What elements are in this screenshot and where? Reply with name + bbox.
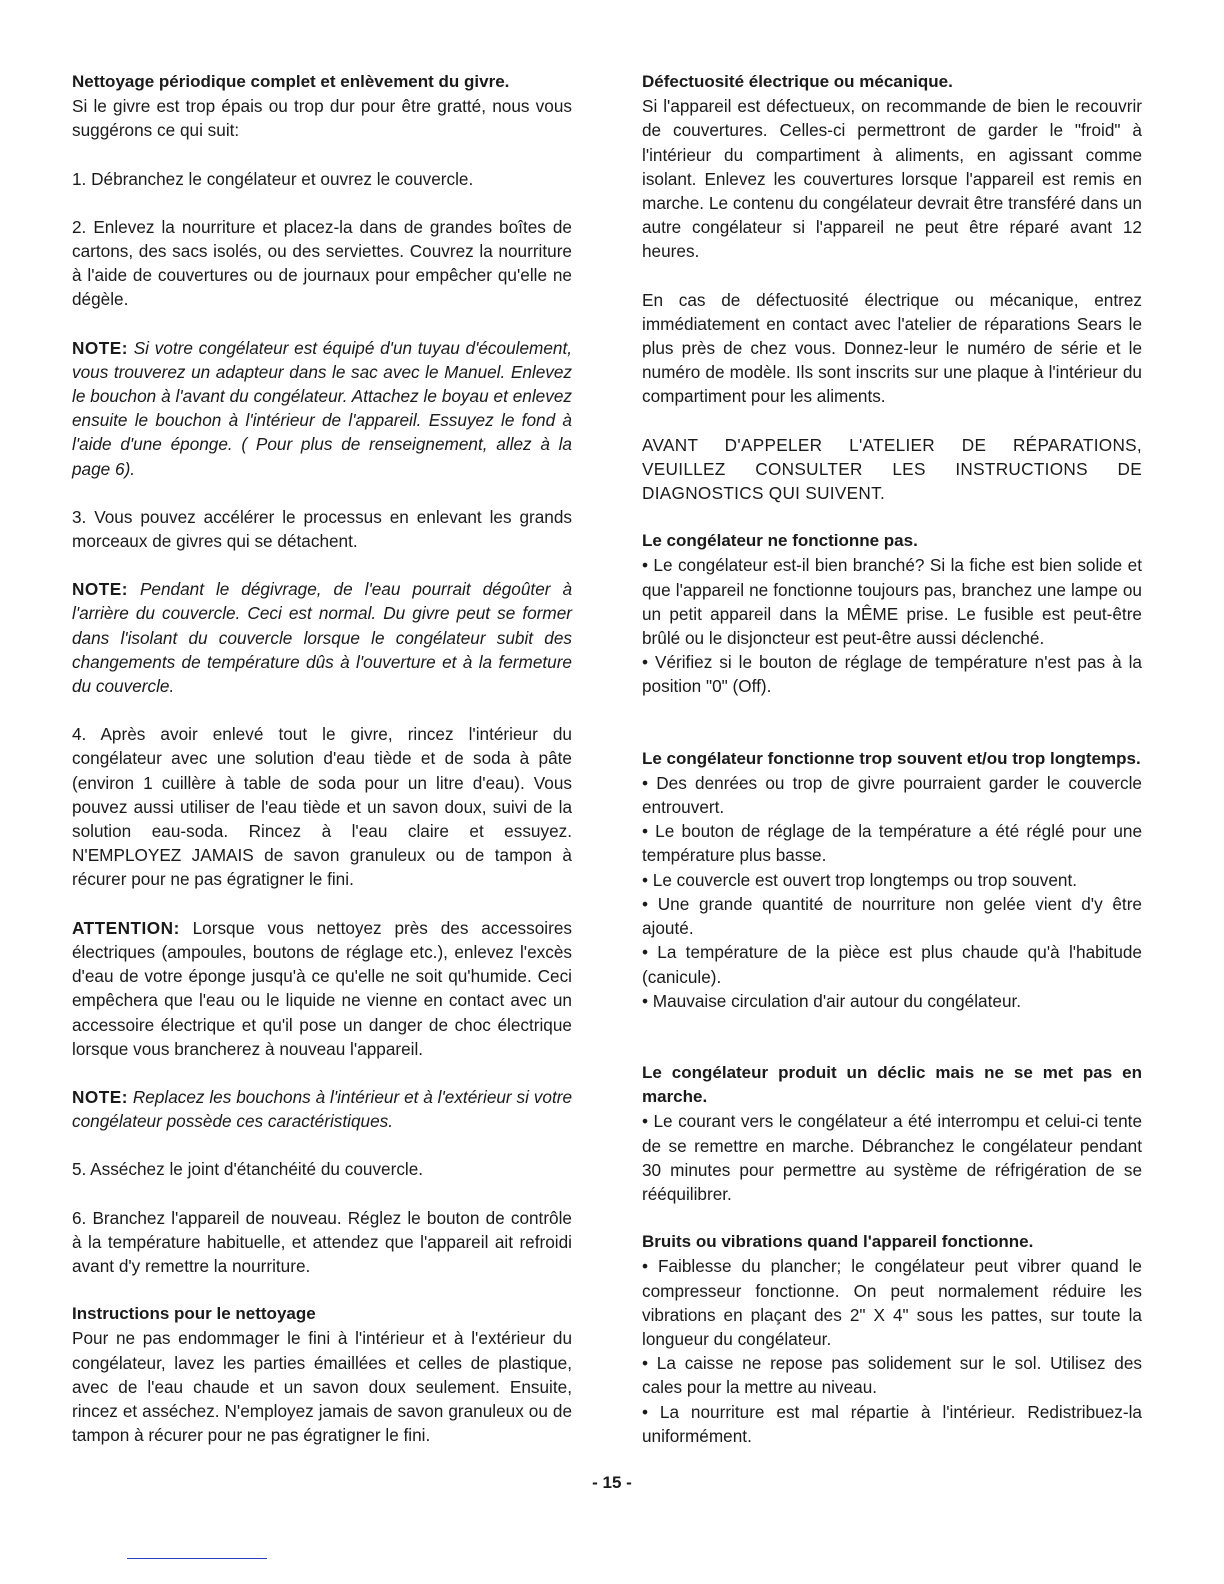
heading-periodic-cleaning: Nettoyage périodique complet et enlèvement du givre.: [72, 72, 510, 91]
heading-defect: Défectuosité électrique ou mécanique.: [642, 72, 953, 91]
right-column: [642, 70, 1142, 1448]
page-number: - 15 -: [592, 1473, 632, 1492]
paragraph-defect-1: Si l'appareil est défectueux, on recommande de bien le recouvrir de couvertures. Celles-ci permettront de garder le "froid" à l'intérieur du compartiment à aliments, en agissant comme isolant. Enlevez les couvertures lorsque l'appareil est remis en marche. Le contenu du congélateur devrait être transféré dans un autre congélateur si l'appareil ne peut être réparé avant 12 heures.: [642, 96, 1142, 262]
note-label: NOTE:: [72, 579, 128, 600]
note-drain-text: Si votre congélateur est équipé d'un tuyau d'écoulement, vous trouverez un adapteur dans le sac avec le Manuel. Enlevez le bouchon à l'avant du congélateur. Attachez le boyau et enlevez ensuite le bouchon à l'intérieur de l'appareil. Essuyez le fond à l'aide d'une éponge. ( Pour plus de renseignement, allez à la page 6).: [72, 337, 572, 479]
list-item: • Le congélateur est-il bien branché? Si la fiche est bien solide et que l'appareil ne fonctionne toujours pas, branchez une lampe ou un petit appareil dans la MÊME prise. Le fusible est peut-être brûlé ou le disjoncteur est peut-être aussi déclenché.: [642, 555, 1142, 649]
list-item: • La température de la pièce est plus chaude qu'à l'habitude (canicule).: [642, 942, 1142, 987]
heading-runs-too-often: Le congélateur fonctionne trop souvent et/ou trop longtemps.: [642, 748, 1141, 768]
heading-cleaning-instructions: Instructions pour le nettoyage: [72, 1304, 316, 1324]
note-plugs-text: Replacez les bouchons à l'intérieur et à l'extérieur si votre congélateur possède ces caractéristiques.: [72, 1086, 572, 1132]
footer-rule: [127, 1558, 267, 1559]
list-item: • Une grande quantité de nourriture non gelée vient d'y être ajouté.: [642, 893, 1142, 939]
note-plugs: [72, 1085, 572, 1133]
note-defrost: [72, 577, 572, 698]
left-column: [72, 70, 572, 1447]
heading-clicks-no-start: Le congélateur produit un déclic mais ne se met pas en marche.: [642, 1062, 1142, 1107]
paragraph-cleaning-instructions: Pour ne pas endommager le fini à l'intérieur et à l'extérieur du congélateur, lavez les parties émaillées et celles de plastique, avec de l'eau chaude et un savon doux seulement. Ensuite, rincez et asséchez. N'employez jamais de savon granuleux ou de tampon à récurer pour ne pas égratigner le fini.: [72, 1328, 572, 1446]
heading-noise-vibration: Bruits ou vibrations quand l'appareil fonctionne.: [642, 1232, 1034, 1252]
attention-label: ATTENTION:: [72, 917, 180, 938]
paragraph-before-calling: AVANT D'APPELER L'ATELIER DE RÉPARATIONS, VEUILLEZ CONSULTER LES INSTRUCTIONS DE DIAGNOSTICS QUI SUIVENT.: [642, 434, 1142, 504]
step-6: 6. Branchez l'appareil de nouveau. Réglez le bouton de contrôle à la température habituelle, et attendez que l'appareil ait refroidi avant d'y remettre la nourriture.: [72, 1207, 572, 1276]
note-label: NOTE:: [72, 337, 128, 358]
step-3: 3. Vous pouvez accélérer le processus en enlevant les grands morceaux de givres qui se détachent.: [72, 506, 572, 552]
paragraph-intro: Si le givre est trop épais ou trop dur pour être gratté, nous vous suggérons ce qui suit:: [72, 96, 572, 141]
attention-text: Lorsque vous nettoyez près des accessoires électriques (ampoules, boutons de réglage etc.), enlevez l'excès d'eau de votre éponge jusqu'à ce qu'elle ne soit qu'humide. Ceci empêchera que l'eau ou le liquide ne vienne en contact avec un accessoire électrique et qu'il pose un danger de choc électrique lorsque vous brancherez à nouveau l'appareil.: [72, 917, 572, 1059]
note-label: NOTE:: [72, 1086, 128, 1107]
step-1: 1. Débranchez le congélateur et ouvrez le couvercle.: [72, 168, 474, 189]
list-item: • Des denrées ou trop de givre pourraient garder le couvercle entrouvert.: [642, 772, 1142, 818]
list-item: • Le courant vers le congélateur a été interrompu et celui-ci tente de se remettre en marche. Débranchez le congélateur pendant 30 minutes pour permettre au système de réfrigération de se rééquilibrer.: [642, 1111, 1142, 1204]
step-2: 2. Enlevez la nourriture et placez-la dans de grandes boîtes de cartons, des sacs isolés, ou des serviettes. Couvrez la nourriture à l'aide de couvertures ou de journaux pour empêcher qu'elle ne dégèle.: [72, 216, 572, 310]
step-4: 4. Après avoir enlevé tout le givre, rincez l'intérieur du congélateur avec une solution d'eau tiède et de soda à pâte (environ 1 cuillère à table de soda pour un litre d'eau). Vous pouvez aussi utiliser de l'eau tiède et un savon doux, suivi de la solution eau-soda. Rincez à l'eau claire et essuyez. N'EMPLOYEZ JAMAIS de savon granuleux ou de tampon à récurer pour ne pas égratigner le fini.: [72, 724, 572, 890]
list-item: • Le couvercle est ouvert trop longtemps ou trop souvent.: [642, 869, 1077, 890]
note-drain: [72, 336, 572, 481]
list-item: • La nourriture est mal répartie à l'intérieur. Redistribuez-la uniformément.: [642, 1401, 1142, 1446]
heading-not-working: Le congélateur ne fonctionne pas.: [642, 531, 918, 551]
attention-notice: [72, 916, 572, 1061]
list-item: • Faiblesse du plancher; le congélateur peut vibrer quand le compresseur fonctionne. On peut normalement réduire les vibrations en plaçant des 2" X 4" sous les pattes, sur toute la longueur du congélateur.: [642, 1256, 1142, 1349]
list-item: • La caisse ne repose pas solidement sur le sol. Utilisez des cales pour la mettre au niveau.: [642, 1353, 1142, 1398]
paragraph-defect-2: En cas de défectuosité électrique ou mécanique, entrez immédiatement en contact avec l'atelier de réparations Sears le plus près de chez vous. Donnez-leur le numéro de série et le numéro de modèle. Ils sont inscrits sur une plaque à l'intérieur du compartiment pour les aliments.: [642, 289, 1142, 407]
step-5: 5. Asséchez le joint d'étanchéité du couvercle.: [72, 1159, 424, 1180]
list-item: • Mauvaise circulation d'air autour du congélateur.: [642, 990, 1022, 1011]
list-item: • Le bouton de réglage de la température a été réglé pour une température plus basse.: [642, 821, 1142, 866]
list-item: • Vérifiez si le bouton de réglage de température n'est pas à la position "0" (Off).: [642, 652, 1142, 697]
note-defrost-text: Pendant le dégivrage, de l'eau pourrait dégoûter à l'arrière du couvercle. Ceci est normal. Du givre peut se former dans l'isolant du couvercle lorsque le congélateur subit des changements de température dûs à l'ouverture et à la fermeture du couvercle.: [72, 579, 573, 697]
